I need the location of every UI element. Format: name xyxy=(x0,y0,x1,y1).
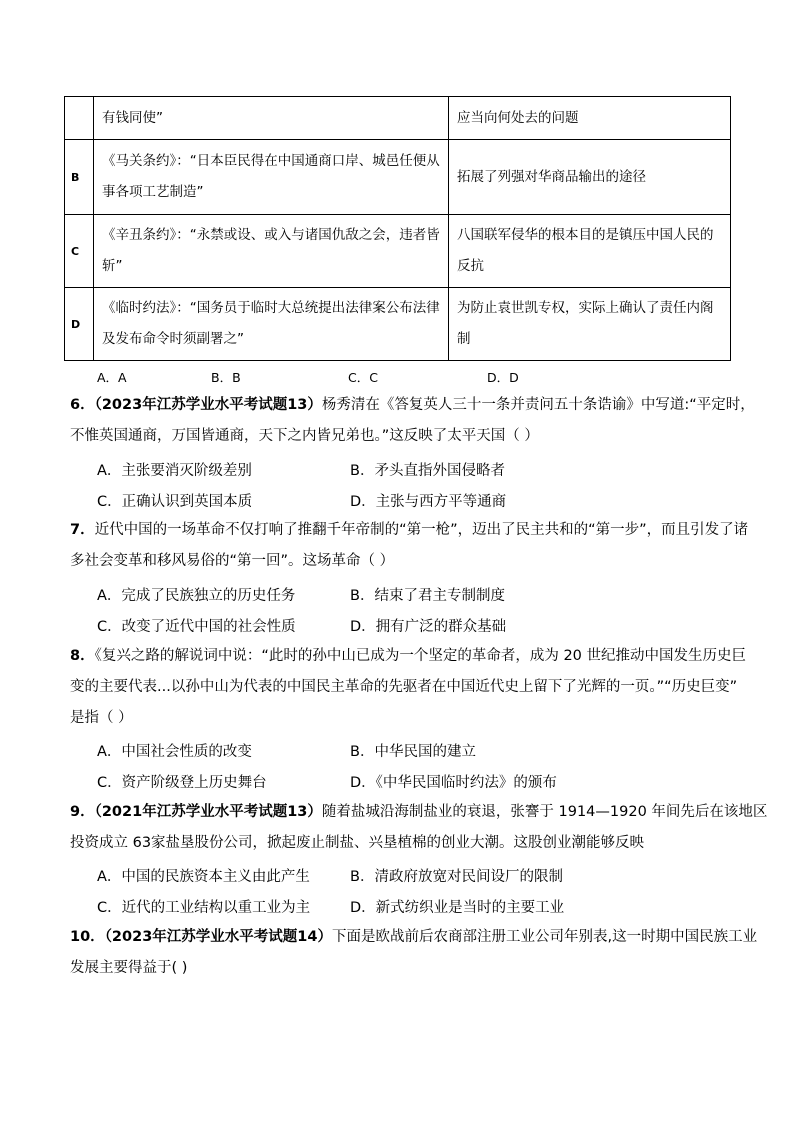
question-8 xyxy=(70,641,747,734)
question-9 xyxy=(70,797,768,859)
choice-c[interactable]: C．C xyxy=(348,370,378,385)
row-material: 《马关条约》：“日本臣民得在中国通商口岸、城邑任便从事各项工艺制造” xyxy=(94,140,449,215)
question-text: 随着盐城沿海制盐业的衰退，张謇于 1914—1920 年间先后在该地区 xyxy=(321,804,768,820)
q8-option-b[interactable]: B．中华民国的建立 xyxy=(350,744,476,760)
q9-option-d[interactable]: D．新式纺织业是当时的主要工业 xyxy=(350,900,565,916)
choice-b[interactable]: B．B xyxy=(211,370,241,385)
q7-option-d[interactable]: D．拥有广泛的群众基础 xyxy=(350,619,507,635)
row-label xyxy=(65,97,94,140)
options-table xyxy=(64,96,731,361)
question-number: 9． xyxy=(70,804,95,820)
question-text: 《复兴之路的解说词中说：“此时的孙中山已成为一个坚定的革命者，成为 20 世纪推动中国发生历史巨 xyxy=(94,648,747,664)
row-material: 《临时约法》：“国务员于临时大总统提出法律案公布法律及发布命令时须副署之” xyxy=(94,288,449,361)
q9-option-a[interactable]: A．中国的民族资本主义由此产生 xyxy=(97,869,310,885)
question-6 xyxy=(70,390,755,452)
table-row xyxy=(65,97,731,140)
question-text: 发展主要得益于( ) xyxy=(70,960,188,976)
q8-option-c[interactable]: C．资产阶级登上历史舞台 xyxy=(97,775,267,791)
question-text: 多社会变革和移风易俗的“第一回”。这场革命（ ） xyxy=(70,553,395,569)
question-10 xyxy=(70,922,758,984)
q8-option-d[interactable]: D．《中华民国临时约法》的颁布 xyxy=(350,775,557,791)
row-label: C xyxy=(65,215,94,288)
question-text: 下面是欧战前后农商部注册工业公司年别表,这一时期中国民族工业 xyxy=(331,929,758,945)
choice-d[interactable]: D．D xyxy=(487,370,519,385)
row-interpretation: 应当向何处去的问题 xyxy=(449,97,731,140)
question-text: 杨秀清在《答复英人三十一条并责问五十条诰谕》中写道:“平定时， xyxy=(321,397,755,413)
q8-option-a[interactable]: A．中国社会性质的改变 xyxy=(97,744,252,760)
question-text: 变的主要代表...以孙中山为代表的中国民主革命的先驱者在中国近代史上留下了光辉的一页。”“历史巨变” xyxy=(70,679,738,695)
q7-option-c[interactable]: C．改变了近代中国的社会性质 xyxy=(97,619,296,635)
row-label: B xyxy=(65,140,94,215)
question-number: 7． xyxy=(70,522,95,538)
question-text: 不惟英国通商，万国皆通商，天下之内皆兄弟也。”这反映了太平天国（ ） xyxy=(70,428,539,444)
q9-option-b[interactable]: B．清政府放宽对民间设厂的限制 xyxy=(350,869,563,885)
row-material: 有钱同使” xyxy=(94,97,449,140)
table-row xyxy=(65,140,731,215)
table-row xyxy=(65,288,731,361)
question-source: （2023年江苏学业水平考试题13） xyxy=(94,397,322,413)
row-interpretation: 拓展了列强对华商品输出的途径 xyxy=(449,140,731,215)
question-7 xyxy=(70,515,749,577)
table-row xyxy=(65,215,731,288)
q6-option-c[interactable]: C．正确认识到英国本质 xyxy=(97,494,253,510)
question-text: 投资成立 63家盐垦股份公司，掀起废止制盐、兴垦植棉的创业大潮。这股创业潮能够反映 xyxy=(70,835,645,851)
row-interpretation: 八国联军侵华的根本目的是镇压中国人民的反抗 xyxy=(449,215,731,288)
row-interpretation: 为防止袁世凯专权，实际上确认了责任内阁制 xyxy=(449,288,731,361)
q6-option-d[interactable]: D．主张与西方平等通商 xyxy=(350,494,507,510)
row-material: 《辛丑条约》：“永禁或设、或入与诸国仇敌之会，违者皆斩” xyxy=(94,215,449,288)
choice-a[interactable]: A．A xyxy=(97,370,127,385)
question-text: 是指（ ） xyxy=(70,710,133,726)
q9-option-c[interactable]: C．近代的工业结构以重工业为主 xyxy=(97,900,311,916)
q6-option-b[interactable]: B．矛头直指外国侵略者 xyxy=(350,463,505,479)
q7-option-b[interactable]: B．结束了君主专制制度 xyxy=(350,588,505,604)
question-text: 近代中国的一场革命不仅打响了推翻千年帝制的“第一枪”，迈出了民主共和的“第一步”，而且引发了诸 xyxy=(94,522,749,538)
q7-option-a[interactable]: A．完成了民族独立的历史任务 xyxy=(97,588,296,604)
question-number: 8． xyxy=(70,648,95,664)
question-source: （2023年江苏学业水平考试题14） xyxy=(104,929,332,945)
question-source: （2021年江苏学业水平考试题13） xyxy=(94,804,322,820)
question-number: 6． xyxy=(70,397,95,413)
q6-option-a[interactable]: A．主张要消灭阶级差别 xyxy=(97,463,252,479)
question-number: 10． xyxy=(70,929,105,945)
row-label: D xyxy=(65,288,94,361)
